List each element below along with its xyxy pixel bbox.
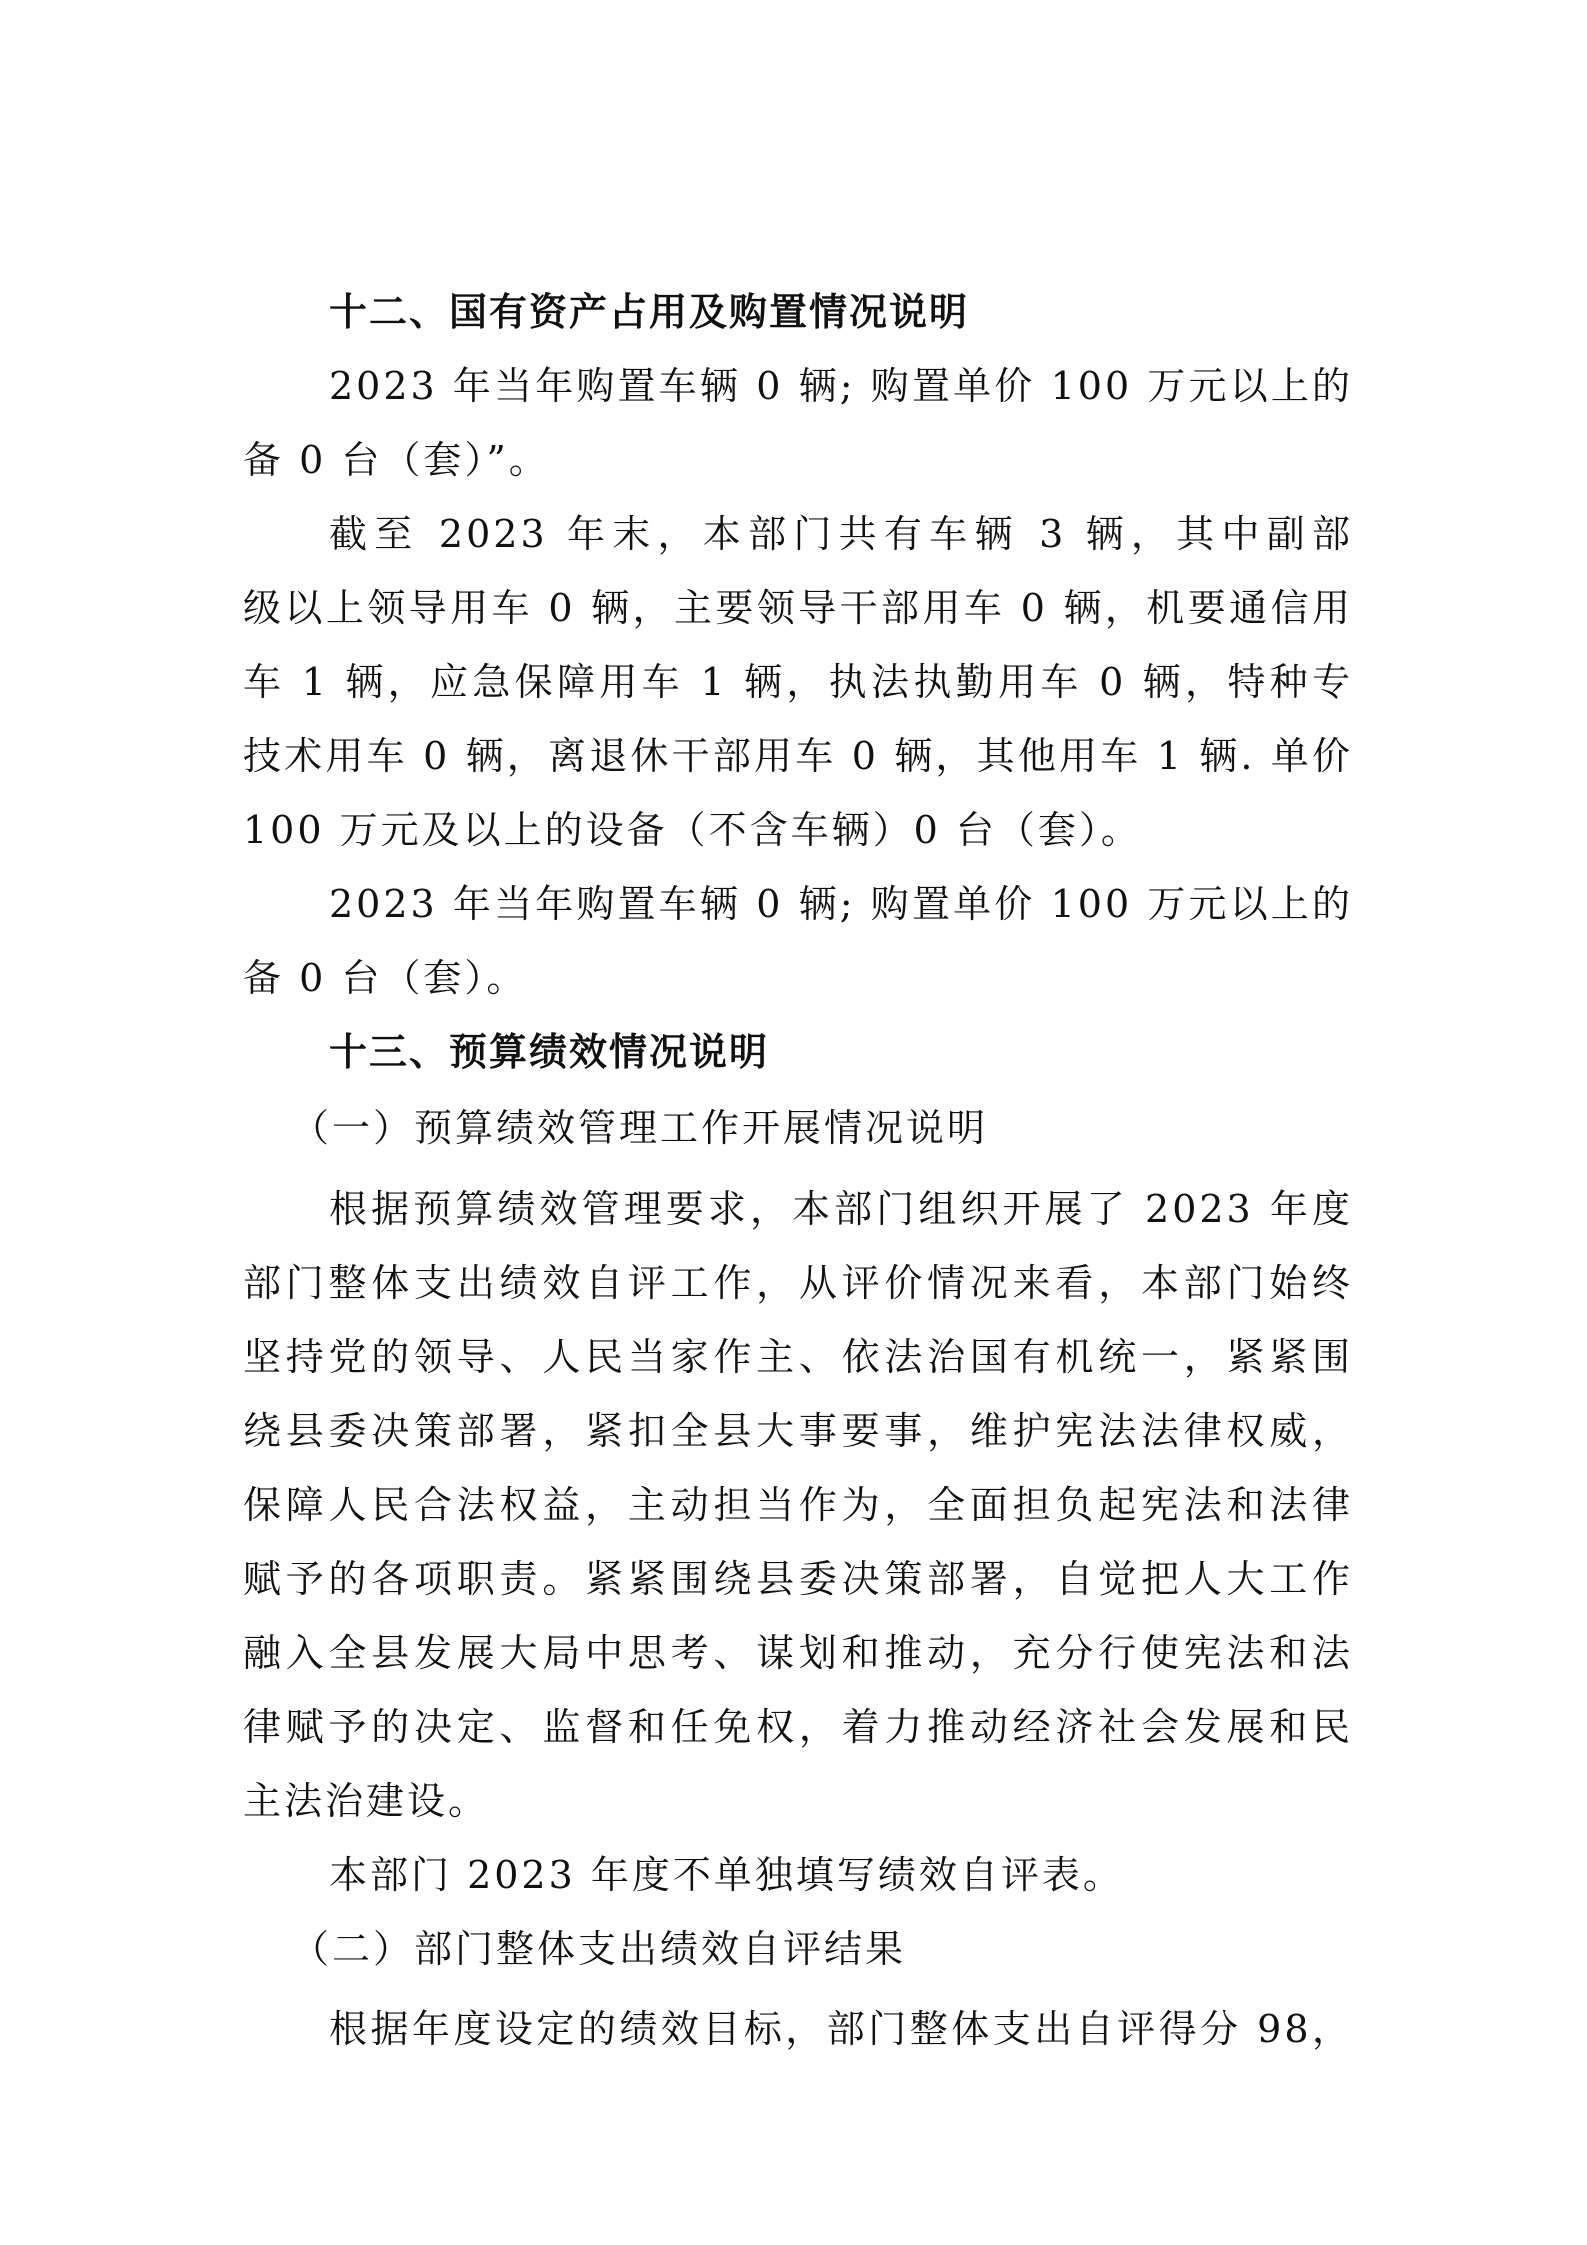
paragraph-line: 坚持党的领导、人民当家作主、依法治国有机统一，紧紧围 (243, 1335, 1353, 1379)
paragraph-line: 备 0 台（套）。 (243, 956, 528, 1000)
paragraph-line: 车 1 辆，应急保障用车 1 辆，执法执勤用车 0 辆，特种专 (243, 660, 1353, 704)
paragraph-line: 律赋予的决定、监督和任免权，着力推动经济社会发展和民 (243, 1705, 1353, 1749)
paragraph-line: 级以上领导用车 0 辆，主要领导干部用车 0 辆，机要通信用 (243, 586, 1353, 630)
paragraph-line: 2023 年当年购置车辆 0 辆; 购置单价 100 万元以上的 (329, 364, 1353, 408)
paragraph-line: 融入全县发展大局中思考、谋划和推动，充分行使宪法和法 (243, 1631, 1353, 1675)
paragraph-line: 保障人民合法权益，主动担当作为，全面担负起宪法和法律 (243, 1483, 1353, 1527)
paragraph-line: 100 万元及以上的设备（不含车辆）0 台（套）。 (243, 808, 1142, 852)
paragraph-line: 技术用车 0 辆，离退休干部用车 0 辆，其他用车 1 辆. 单价 (243, 734, 1353, 778)
section-13-title: 十三、预算绩效情况说明 (329, 1030, 770, 1074)
paragraph-line: 截至 2023 年末，本部门共有车辆 3 辆，其中副部 (329, 512, 1353, 556)
subsection-2-title: （二）部门整体支出绩效自评结果 (291, 1927, 907, 1971)
paragraph-line: 备 0 台（套）”。 (243, 438, 550, 482)
paragraph-line: 赋予的各项职责。紧紧围绕县委决策部署，自觉把人大工作 (243, 1557, 1353, 1601)
paragraph-line: 绕县委决策部署，紧扣全县大事要事，维护宪法法律权威， (243, 1409, 1353, 1453)
paragraph-line: 部门整体支出绩效自评工作，从评价情况来看，本部门始终 (243, 1261, 1353, 1305)
section-12-title: 十二、国有资产占用及购置情况说明 (329, 290, 970, 334)
paragraph-line: 根据年度设定的绩效目标，部门整体支出自评得分 98， (329, 2007, 1353, 2051)
paragraph-line: 2023 年当年购置车辆 0 辆; 购置单价 100 万元以上的 (329, 882, 1353, 926)
subsection-1-title: （一）预算绩效管理工作开展情况说明 (291, 1106, 989, 1150)
paragraph-line: 主法治建设。 (243, 1779, 490, 1823)
paragraph-line: 本部门 2023 年度不单独填写绩效自评表。 (329, 1853, 1124, 1897)
paragraph-line: 根据预算绩效管理要求，本部门组织开展了 2023 年度 (329, 1187, 1353, 1231)
